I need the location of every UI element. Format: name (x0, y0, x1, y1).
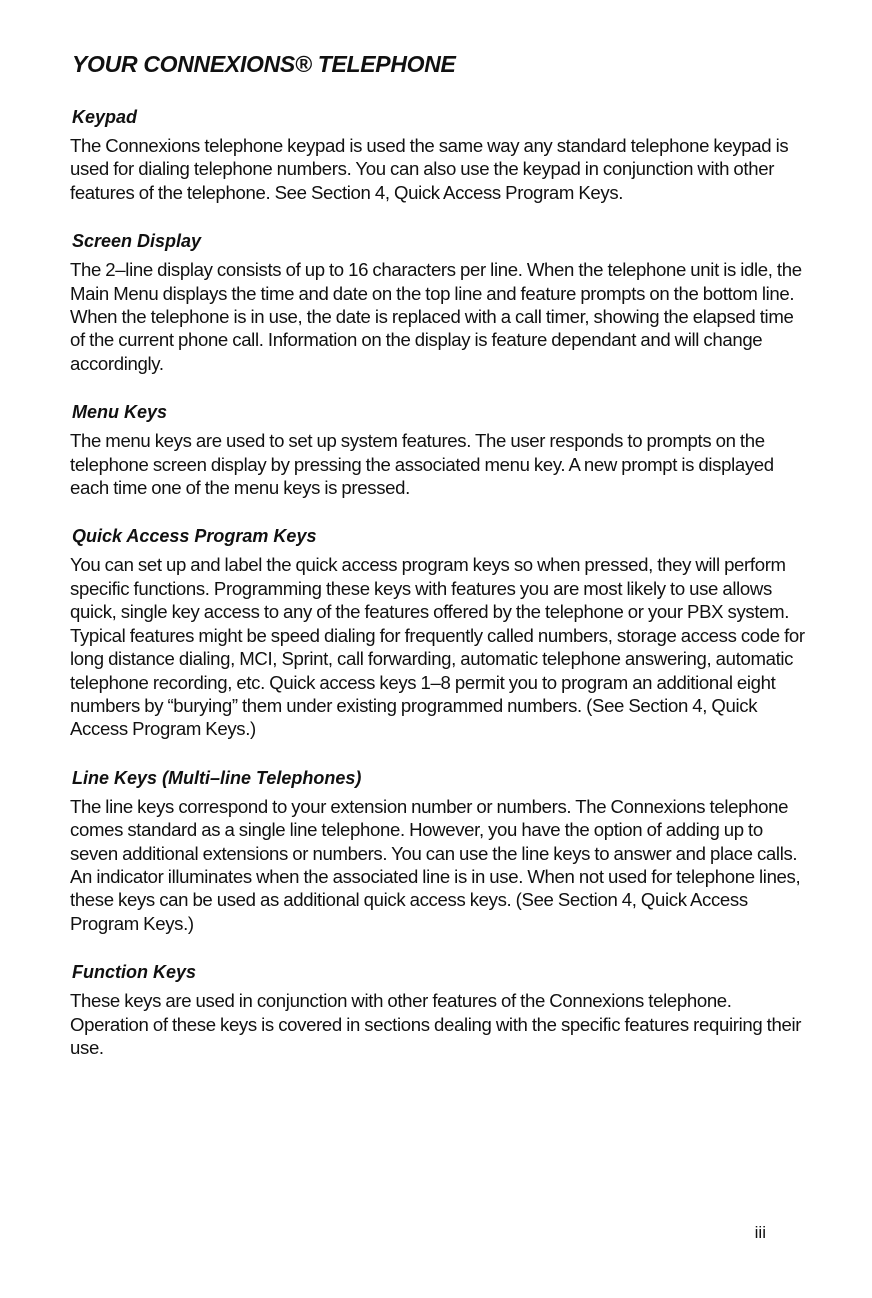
section-line-keys (70, 767, 805, 935)
section-body: The line keys correspond to your extension number or numbers. The Connexions telephone comes standard as a single line telephone. However, you have the option of adding up to seven additional extensions or numbers. You can use the line keys to answer and place calls. An indicator illuminates when the associated line is in use. When not used for telephone lines, these keys can be used as additional quick access keys. (See Section 4, Quick Access Program Keys.) (70, 795, 801, 934)
section-screen-display (70, 230, 805, 375)
section-body: These keys are used in conjunction with other features of the Connexions telephone. Operation of these keys is covered in sections dealing with the specific features requiring their use. (70, 990, 802, 1058)
section-body: You can set up and label the quick access program keys so when pressed, they will perform specific functions. Programming these keys with features you are most likely to use allows quick, single key access to any of the features offered by the telephone or your PBX system. Typical features might be speed dialing for frequently called numbers, storage access code for long distance dialing, MCI, Sprint, call forwarding, automatic telephone answering, automatic telephone recording, etc. Quick access keys 1–8 permit you to program an additional eight numbers by “burying” them under existing programmed numbers. (See Section 4, Quick Access Program Keys.) (70, 554, 805, 740)
section-body: The Connexions telephone keypad is used the same way any standard telephone keypad is used for dialing telephone numbers. You can also use the keypad in conjunction with other features of the telephone. See Section 4, Quick Access Program Keys. (70, 135, 789, 203)
page-title: YOUR CONNEXIONS® TELEPHONE (72, 51, 456, 77)
section-heading: Menu Keys (72, 402, 168, 423)
section-body: The 2–line display consists of up to 16 characters per line. When the telephone unit is idle, the Main Menu displays the time and date on the top line and feature prompts on the bottom line. When the telephone is in use, the date is replaced with a call timer, showing the elapsed time of the current phone call. Information on the display is feature dependant and will change accordingly. (70, 259, 802, 374)
section-heading: Line Keys (Multi–line Telephones) (72, 767, 362, 788)
section-menu-keys (70, 401, 805, 499)
page-number: iii (754, 1223, 766, 1242)
section-function-keys (70, 961, 805, 1059)
section-heading: Keypad (72, 107, 138, 127)
section-quick-access-program-keys (70, 525, 805, 740)
document-page (70, 50, 805, 1085)
section-body: The menu keys are used to set up system features. The user responds to prompts on the telephone screen display by pressing the associated menu key. A new prompt is displayed each time one of the menu keys is pressed. (70, 430, 774, 499)
section-heading: Quick Access Program Keys (72, 526, 317, 547)
section-heading: Function Keys (72, 962, 197, 983)
section-heading: Screen Display (72, 231, 202, 252)
section-keypad (70, 106, 805, 204)
